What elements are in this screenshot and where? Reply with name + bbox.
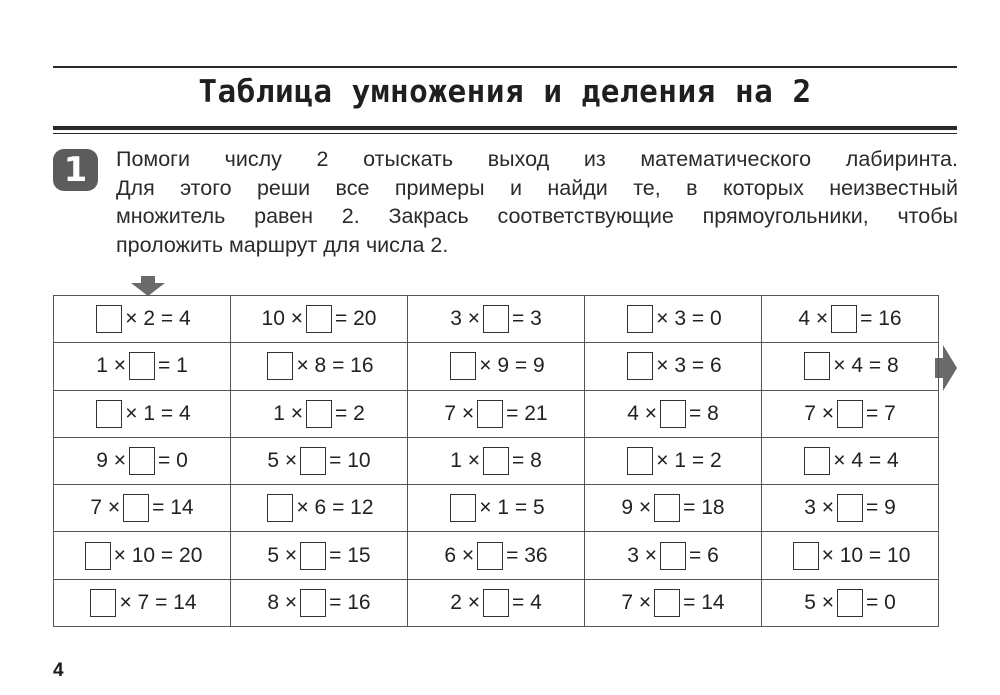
expression-left: 3 × bbox=[627, 543, 657, 567]
answer-box[interactable] bbox=[129, 352, 155, 380]
expression-right: = 15 bbox=[329, 543, 371, 567]
answer-box[interactable] bbox=[837, 589, 863, 617]
grid-cell[interactable] bbox=[762, 485, 939, 532]
grid-cell[interactable] bbox=[231, 579, 408, 626]
maze-grid bbox=[53, 295, 939, 627]
answer-box[interactable] bbox=[129, 447, 155, 475]
grid-row bbox=[54, 579, 939, 626]
grid-cell[interactable] bbox=[585, 579, 762, 626]
expression-right: = 8 bbox=[512, 449, 542, 473]
expression-left: 8 × bbox=[267, 590, 298, 614]
answer-box[interactable] bbox=[627, 352, 653, 380]
grid-cell[interactable] bbox=[408, 343, 585, 390]
expression-right: = 16 bbox=[329, 590, 371, 614]
expression-right: × 1 = 5 bbox=[479, 496, 545, 520]
task-instructions bbox=[116, 145, 958, 259]
grid-cell[interactable] bbox=[54, 579, 231, 626]
expression-left: 10 × bbox=[261, 307, 303, 331]
grid-cell[interactable] bbox=[54, 437, 231, 484]
grid-cell[interactable] bbox=[585, 343, 762, 390]
expression-right: = 0 bbox=[866, 590, 896, 614]
grid-cell[interactable] bbox=[231, 296, 408, 343]
expression-right: = 3 bbox=[512, 307, 542, 331]
grid-cell[interactable] bbox=[762, 437, 939, 484]
grid-cell[interactable] bbox=[54, 343, 231, 390]
answer-box[interactable] bbox=[627, 305, 653, 333]
answer-box[interactable] bbox=[837, 400, 863, 428]
answer-box[interactable] bbox=[660, 400, 686, 428]
answer-box[interactable] bbox=[483, 447, 509, 475]
answer-box[interactable] bbox=[267, 352, 293, 380]
grid-cell[interactable] bbox=[54, 532, 231, 579]
grid-cell[interactable] bbox=[54, 296, 231, 343]
answer-box[interactable] bbox=[450, 352, 476, 380]
instruction-line: Помоги числу 2 отыскать выход из математического лабиринта. bbox=[116, 147, 958, 171]
title-rule-thin bbox=[53, 133, 957, 134]
expression-left: 5 × bbox=[267, 543, 298, 567]
arrow-down-icon bbox=[131, 276, 165, 296]
expression-right: = 20 bbox=[335, 307, 377, 331]
answer-box[interactable] bbox=[300, 589, 326, 617]
answer-box[interactable] bbox=[85, 542, 111, 570]
expression-right: = 16 bbox=[860, 307, 902, 331]
expression-right: × 7 = 14 bbox=[119, 590, 197, 614]
instruction-line: Для этого реши все примеры и найди те, в которых неизвестный bbox=[116, 175, 958, 200]
grid-cell[interactable] bbox=[762, 532, 939, 579]
grid-cell[interactable] bbox=[54, 485, 231, 532]
page-title: Таблица умножения и деления на 2 bbox=[198, 74, 812, 110]
expression-right: × 4 = 4 bbox=[833, 449, 899, 473]
grid-cell[interactable] bbox=[762, 343, 939, 390]
answer-box[interactable] bbox=[306, 400, 332, 428]
expression-left: 2 × bbox=[450, 590, 480, 614]
answer-box[interactable] bbox=[654, 494, 680, 522]
grid-cell[interactable] bbox=[408, 579, 585, 626]
expression-right: × 10 = 10 bbox=[821, 543, 911, 567]
expression-right: = 36 bbox=[506, 543, 548, 567]
answer-box[interactable] bbox=[483, 305, 509, 333]
expression-right: = 10 bbox=[329, 449, 371, 473]
grid-cell[interactable] bbox=[408, 485, 585, 532]
grid-row bbox=[54, 343, 939, 390]
grid-cell[interactable] bbox=[231, 437, 408, 484]
answer-box[interactable] bbox=[483, 589, 509, 617]
grid-cell[interactable] bbox=[585, 532, 762, 579]
expression-right: × 6 = 12 bbox=[296, 496, 374, 520]
expression-left: 7 × bbox=[804, 401, 834, 425]
answer-box[interactable] bbox=[804, 352, 830, 380]
expression-left: 5 × bbox=[804, 590, 834, 614]
task-number-badge: 1 bbox=[53, 149, 98, 191]
expression-right: = 1 bbox=[158, 354, 188, 378]
grid-cell[interactable] bbox=[408, 532, 585, 579]
expression-right: × 1 = 2 bbox=[656, 449, 722, 473]
page-number: 4 bbox=[53, 660, 64, 681]
expression-left: 6 × bbox=[444, 543, 475, 567]
grid-row bbox=[54, 296, 939, 343]
answer-box[interactable] bbox=[477, 400, 503, 428]
grid-row bbox=[54, 532, 939, 579]
answer-box[interactable] bbox=[477, 542, 503, 570]
answer-box[interactable] bbox=[654, 589, 680, 617]
expression-right: × 8 = 16 bbox=[296, 354, 374, 378]
expression-left: 9 × bbox=[96, 449, 126, 473]
grid-cell[interactable] bbox=[231, 390, 408, 437]
grid-row bbox=[54, 390, 939, 437]
expression-right: = 0 bbox=[158, 449, 188, 473]
instruction-line: множитель равен 2. Закрась соответствующие прямоугольники, чтобы bbox=[116, 204, 958, 228]
expression-left: 1 × bbox=[450, 449, 480, 473]
expression-right: × 4 = 8 bbox=[833, 354, 899, 378]
expression-right: = 2 bbox=[335, 401, 365, 425]
grid-cell[interactable] bbox=[54, 390, 231, 437]
instruction-line: проложить маршрут для числа 2. bbox=[116, 232, 449, 257]
grid-cell[interactable] bbox=[231, 532, 408, 579]
answer-box[interactable] bbox=[660, 542, 686, 570]
answer-box[interactable] bbox=[837, 494, 863, 522]
grid-cell[interactable] bbox=[762, 296, 939, 343]
grid-cell[interactable] bbox=[408, 437, 585, 484]
top-rule bbox=[53, 66, 957, 68]
grid-cell[interactable] bbox=[231, 485, 408, 532]
expression-right: = 4 bbox=[512, 590, 542, 614]
expression-right: = 9 bbox=[866, 496, 896, 520]
grid-cell[interactable] bbox=[231, 343, 408, 390]
expression-right: = 6 bbox=[689, 543, 719, 567]
grid-cell[interactable] bbox=[762, 579, 939, 626]
expression-right: × 2 = 4 bbox=[125, 307, 191, 331]
expression-right: = 7 bbox=[866, 401, 896, 425]
answer-box[interactable] bbox=[627, 447, 653, 475]
answer-box[interactable] bbox=[793, 542, 819, 570]
grid-cell[interactable] bbox=[585, 390, 762, 437]
expression-left: 4 × bbox=[798, 307, 829, 331]
expression-right: = 21 bbox=[506, 401, 548, 425]
grid-row bbox=[54, 485, 939, 532]
answer-box[interactable] bbox=[300, 447, 326, 475]
expression-left: 3 × bbox=[450, 307, 480, 331]
answer-box[interactable] bbox=[96, 400, 122, 428]
grid-cell[interactable] bbox=[585, 485, 762, 532]
expression-left: 9 × bbox=[621, 496, 652, 520]
expression-left: 1 × bbox=[96, 354, 126, 378]
expression-left: 3 × bbox=[804, 496, 834, 520]
answer-box[interactable] bbox=[804, 447, 830, 475]
expression-left: 7 × bbox=[90, 496, 121, 520]
expression-right: = 8 bbox=[689, 401, 719, 425]
expression-right: × 10 = 20 bbox=[113, 543, 203, 567]
answer-box[interactable] bbox=[123, 494, 149, 522]
expression-left: 1 × bbox=[273, 401, 303, 425]
expression-left: 4 × bbox=[627, 401, 657, 425]
title-rule-thick bbox=[53, 126, 957, 130]
expression-right: × 9 = 9 bbox=[479, 354, 545, 378]
answer-box[interactable] bbox=[306, 305, 332, 333]
answer-box[interactable] bbox=[90, 589, 116, 617]
grid-cell[interactable] bbox=[585, 437, 762, 484]
grid-cell[interactable] bbox=[585, 296, 762, 343]
expression-right: × 1 = 4 bbox=[125, 401, 191, 425]
grid-cell[interactable] bbox=[408, 390, 585, 437]
expression-left: 7 × bbox=[621, 590, 652, 614]
answer-box[interactable] bbox=[831, 305, 857, 333]
answer-box[interactable] bbox=[450, 494, 476, 522]
expression-right: × 3 = 0 bbox=[656, 307, 722, 331]
answer-box[interactable] bbox=[267, 494, 293, 522]
expression-right: = 18 bbox=[683, 496, 725, 520]
grid-cell[interactable] bbox=[408, 296, 585, 343]
expression-right: × 3 = 6 bbox=[656, 354, 722, 378]
grid-cell[interactable] bbox=[762, 390, 939, 437]
answer-box[interactable] bbox=[96, 305, 122, 333]
expression-left: 5 × bbox=[267, 449, 298, 473]
answer-box[interactable] bbox=[300, 542, 326, 570]
grid-row bbox=[54, 437, 939, 484]
expression-right: = 14 bbox=[683, 590, 725, 614]
expression-right: = 14 bbox=[152, 496, 194, 520]
expression-left: 7 × bbox=[444, 401, 475, 425]
